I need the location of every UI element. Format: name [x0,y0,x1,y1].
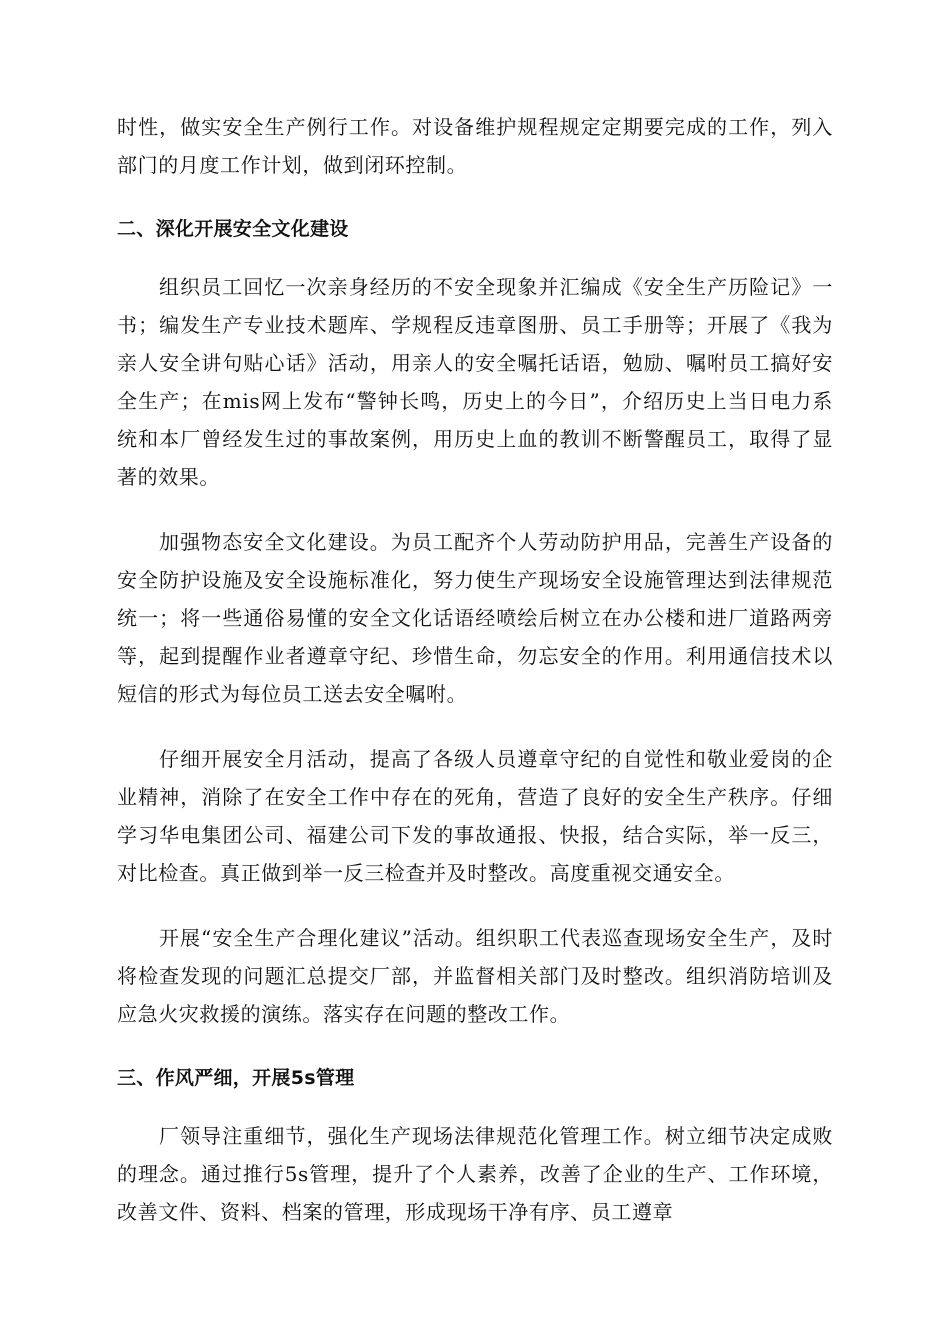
paragraph-3-1: 厂领导注重细节，强化生产现场法律规范化管理工作。树立细节决定成败的理念。通过推行5s管理，提升了个人素养，改善了企业的生产、工作环境，改善文件、资料、档案的管理，形成现场干净有序、员工遵章 [117,1124,833,1224]
document-page [117,108,833,1231]
section-heading-2: 二、深化开展安全文化建设 [117,218,349,240]
paragraph-2-2: 加强物态安全文化建设。为员工配齐个人劳动防护用品，完善生产设备的安全防护设施及安全设施标准化，努力使生产现场安全设施管理达到法律规范统一；将一些通俗易懂的安全文化话语经喷绘后树立在办公楼和进厂道路两旁等，起到提醒作业者遵章守纪、珍惜生命，勿忘安全的作用。利用通信技术以短信的形式为每位员工送去安全嘱咐。 [117,530,833,706]
paragraph-2-1: 组织员工回忆一次亲身经历的不安全现象并汇编成《安全生产历险记》一书；编发生产专业技术题库、学规程反违章图册、员工手册等；开展了《我为亲人安全讲句贴心话》活动，用亲人的安全嘱托话语，勉励、嘱咐员工搞好安全生产；在mis网上发布“警钟长鸣，历史上的今日”，介绍历史上当日电力系统和本厂曾经发生过的事故案例，用历史上血的教训不断警醒员工，取得了显著的效果。 [117,275,833,489]
section-heading-3: 三、作风严细，开展5s管理 [117,1067,355,1089]
paragraph-continued: 时性，做实安全生产例行工作。对设备维护规程规定定期要完成的工作，列入部门的月度工作计划，做到闭环控制。 [117,115,833,177]
paragraph-2-4: 开展“安全生产合理化建议”活动。组织职工代表巡查现场安全生产，及时将检查发现的问题汇总提交厂部，并监督相关部门及时整改。组织消防培训及应急火灾救援的演练。落实存在问题的整改工作。 [117,926,833,1026]
paragraph-2-3: 仔细开展安全月活动，提高了各级人员遵章守纪的自觉性和敬业爱岗的企业精神，消除了在安全工作中存在的死角，营造了良好的安全生产秩序。仔细学习华电集团公司、福建公司下发的事故通报、快报，结合实际，举一反三，对比检查。真正做到举一反三检查并及时整改。高度重视交通安全。 [117,747,833,885]
